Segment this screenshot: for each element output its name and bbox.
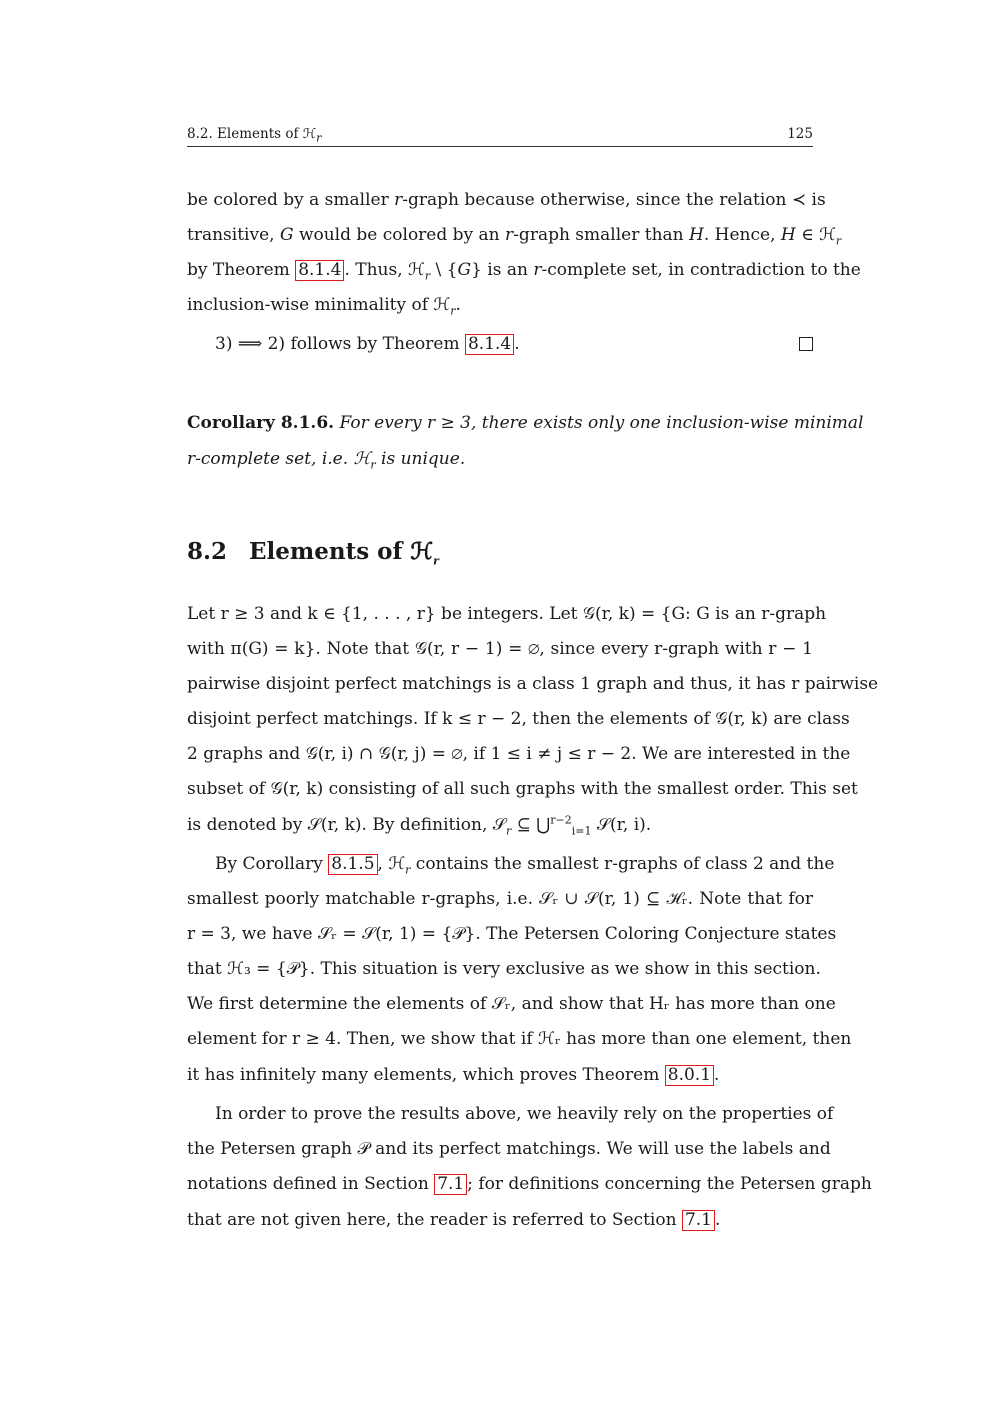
section-heading (187, 538, 439, 568)
page-number: 125 (787, 126, 813, 142)
para3-line-3: notations defined in Section 7.1 ; for definitions concerning the Petersen graph (187, 1174, 872, 1194)
corollary-link-8-1-5[interactable]: 8.1.5 (328, 854, 377, 875)
para3-line-1: In order to prove the results above, we heavily rely on the properties of (215, 1104, 834, 1124)
para1-line-3: pairwise disjoint perfect matchings is a class 1 graph and thus, it has r pairwise (187, 674, 879, 694)
para2-line-3: r = 3, we have 𝒮ᵣ = 𝒮(r, 1) = {𝒫}. The Petersen Coloring Conjecture states (187, 924, 837, 944)
header-section-ref: 8.2. Elements of ℋ$_r$ (187, 126, 322, 145)
corollary-line-1: Corollary 8.1.6. For every r ≥ 3, there exists only one inclusion-wise minimal (187, 413, 864, 433)
para3-line-2: the Petersen graph 𝒫 and its perfect matchings. We will use the labels and (187, 1139, 831, 1159)
para3-line-4: that are not given here, the reader is referred to Section 7.1 . (187, 1210, 721, 1230)
corollary-label: Corollary 8.1.6. (187, 413, 335, 433)
proof-line-1: be colored by a smaller r-graph because otherwise, since the relation ≺ is (187, 190, 826, 210)
proof-line-2: transitive, G would be colored by an r-graph smaller than H. Hence, H ∈ ℋ$_r$ (187, 225, 842, 248)
para1-line-2: with π(G) = k}. Note that 𝒢(r, r − 1) = ∅, since every r-graph with r − 1 (187, 639, 813, 659)
section-title: Elements of ℋ$_r$ (249, 538, 439, 568)
para2-line-2: smallest poorly matchable r-graphs, i.e. 𝒮ᵣ ∪ 𝒮(r, 1) ⊆ ℋᵣ. Note that for (187, 889, 813, 909)
proof-line-4: inclusion-wise minimality of ℋ$_r$. (187, 295, 461, 318)
para1-line-6: subset of 𝒢(r, k) consisting of all such graphs with the smallest order. This set (187, 779, 858, 799)
section-link-7-1[interactable]: 7.1 (434, 1174, 467, 1195)
proof-line-3: by Theorem 8.1.4 . Thus, ℋ$_r$ \ {G} is an r-complete set, in contradiction to the (187, 260, 861, 283)
section-number: 8.2 (187, 538, 228, 565)
para2-line-6: element for r ≥ 4. Then, we show that if ℋᵣ has more than one element, then (187, 1029, 852, 1049)
para1-line-5: 2 graphs and 𝒢(r, i) ∩ 𝒢(r, j) = ∅, if 1 ≤ i ≠ j ≤ r − 2. We are interested in the (187, 744, 851, 764)
para2-line-1: By Corollary 8.1.5 , ℋ$_r$ contains the smallest r-graphs of class 2 and the (215, 854, 835, 877)
theorem-link-8-0-1[interactable]: 8.0.1 (665, 1065, 714, 1086)
para1-line-7: is denoted by 𝒮(r, k). By definition, 𝒮$_r$ ⊆ ⋃$^{r-2}_{i=1}$ 𝒮(r, i). (187, 813, 652, 838)
para1-line-4: disjoint perfect matchings. If k ≤ r − 2, then the elements of 𝒢(r, k) are class (187, 709, 850, 729)
corollary-line-2: r-complete set, i.e. ℋ$_r$ is unique. (187, 449, 466, 472)
theorem-link-8-1-4-b[interactable]: 8.1.4 (465, 334, 514, 355)
para2-line-5: We first determine the elements of 𝒮ᵣ, and show that Hᵣ has more than one (187, 994, 836, 1014)
para2-line-4: that ℋ₃ = {𝒫}. This situation is very exclusive as we show in this section. (187, 959, 821, 979)
proof-line-5: 3) ⟹ 2) follows by Theorem 8.1.4 . (187, 333, 813, 355)
para2-line-7: it has infinitely many elements, which proves Theorem 8.0.1 . (187, 1065, 720, 1085)
section-link-7-1-b[interactable]: 7.1 (682, 1210, 715, 1231)
para1-line-1: Let r ≥ 3 and k ∈ {1, . . . , r} be integers. Let 𝒢(r, k) = {G: G is an r-graph (187, 604, 827, 624)
qed-box-icon (799, 337, 813, 351)
running-header (187, 126, 813, 147)
theorem-link-8-1-4[interactable]: 8.1.4 (295, 260, 344, 281)
